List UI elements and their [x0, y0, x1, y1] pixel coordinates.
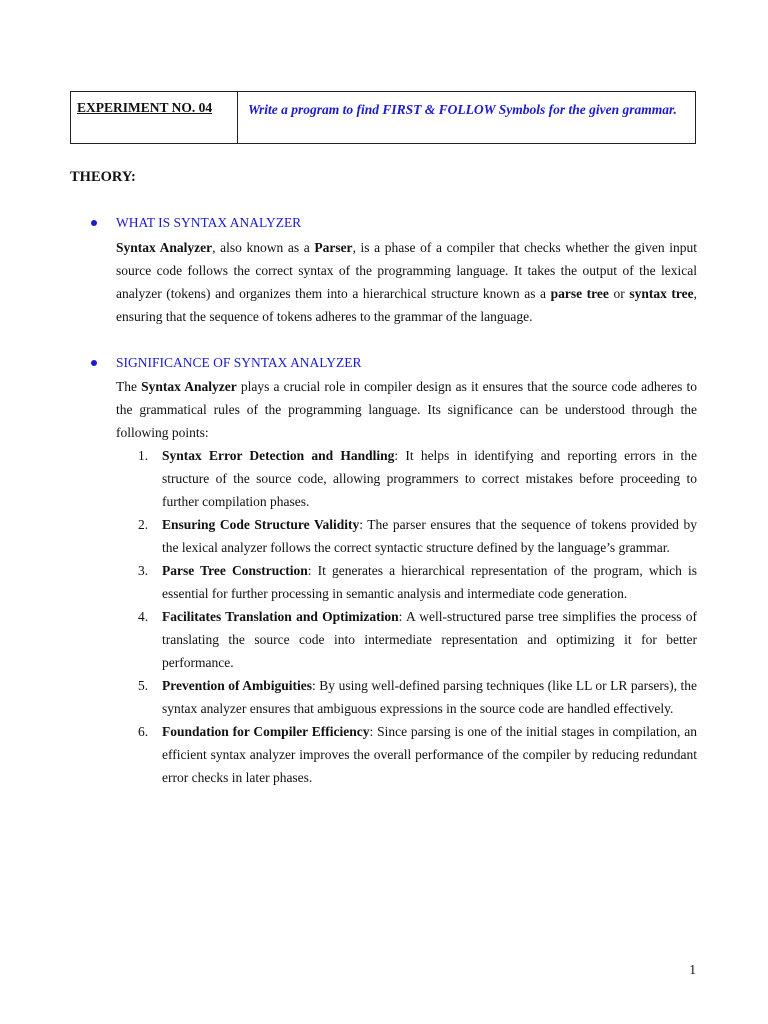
list-item [116, 605, 697, 674]
term-syntax-tree: syntax tree [629, 286, 694, 301]
list-text: : By using well-defined parsing techniques (like LL or LR parsers), the syntax analyzer ensures that ambiguous expressions in the source code are handled effectively. [162, 678, 697, 716]
term-syntax-analyzer: Syntax Analyzer [141, 379, 237, 394]
experiment-header-table [70, 91, 696, 144]
list-number: 2. [138, 517, 149, 532]
list-number: 1. [138, 448, 149, 463]
list-number: 6. [138, 724, 149, 739]
term-parse-tree: parse tree [550, 286, 609, 301]
text-span: , ensuring that the sequence of tokens adheres to the grammar of the language. [116, 286, 697, 324]
significance-list [116, 444, 697, 789]
list-text: : Since parsing is one of the initial stages in compilation, an efficient syntax analyzer improves the overall performance of the compiler by reducing redundant error checks in later phases. [162, 724, 697, 785]
experiment-aim: Write a program to find FIRST & FOLLOW Symbols for the given grammar. [248, 102, 677, 117]
section-heading-what-is [91, 215, 301, 231]
term-syntax-analyzer: Syntax Analyzer [116, 240, 213, 255]
text-span: or [608, 286, 630, 301]
section2-heading-text: SIGNIFICANCE OF SYNTAX ANALYZER [116, 355, 362, 370]
list-text: : A well-structured parse tree simplifies the process of translating the source code into intermediate representation and optimizing it for better performance. [162, 609, 697, 670]
list-term: Foundation for Compiler Efficiency [162, 724, 370, 739]
theory-heading: THEORY: [70, 169, 136, 185]
list-item [116, 720, 697, 789]
list-number: 3. [138, 563, 149, 578]
text-span: plays a crucial role in compiler design as it ensures that the source code adheres to the grammatical rules of the programming language. Its significance can be understood through the following points: [116, 379, 697, 440]
list-text: : It generates a hierarchical representation of the program, which is essential for further processing in semantic analysis and intermediate code generation. [162, 563, 698, 601]
list-term: Facilitates Translation and Optimization [162, 609, 399, 624]
text-span: , is a phase of a compiler that checks whether the given input source code follows the correct syntax of the programming language. It takes the output of the lexical analyzer (tokens) and organizes them into a hierarchical structure known as a [116, 240, 697, 301]
list-text: : It helps in identifying and reporting errors in the structure of the source code, allowing programmers to correct mistakes before proceeding to further compilation phases. [162, 448, 698, 509]
section1-paragraph [116, 236, 697, 328]
list-text: : The parser ensures that the sequence of tokens provided by the lexical analyzer follows the correct syntactic structure defined by the language’s grammar. [162, 517, 697, 555]
section-heading-significance [91, 355, 361, 371]
text-span: , also known as a [212, 240, 315, 255]
text-span: The [116, 379, 142, 394]
term-parser: Parser [314, 240, 353, 255]
experiment-number: EXPERIMENT NO. 04 [71, 92, 238, 143]
list-item [116, 444, 697, 513]
list-term: Ensuring Code Structure Validity [162, 517, 360, 532]
list-term: Prevention of Ambiguities [162, 678, 313, 693]
list-item [116, 674, 697, 720]
list-item [116, 513, 697, 559]
list-number: 4. [138, 609, 149, 624]
bullet-icon [91, 360, 97, 366]
section2-intro-paragraph [116, 375, 697, 444]
list-term: Parse Tree Construction [162, 563, 308, 578]
page-number: 1 [689, 962, 696, 977]
section1-heading-text: WHAT IS SYNTAX ANALYZER [116, 215, 302, 230]
list-number: 5. [138, 678, 149, 693]
bullet-icon [91, 220, 97, 226]
list-term: Syntax Error Detection and Handling [162, 448, 395, 463]
list-item [116, 559, 697, 605]
